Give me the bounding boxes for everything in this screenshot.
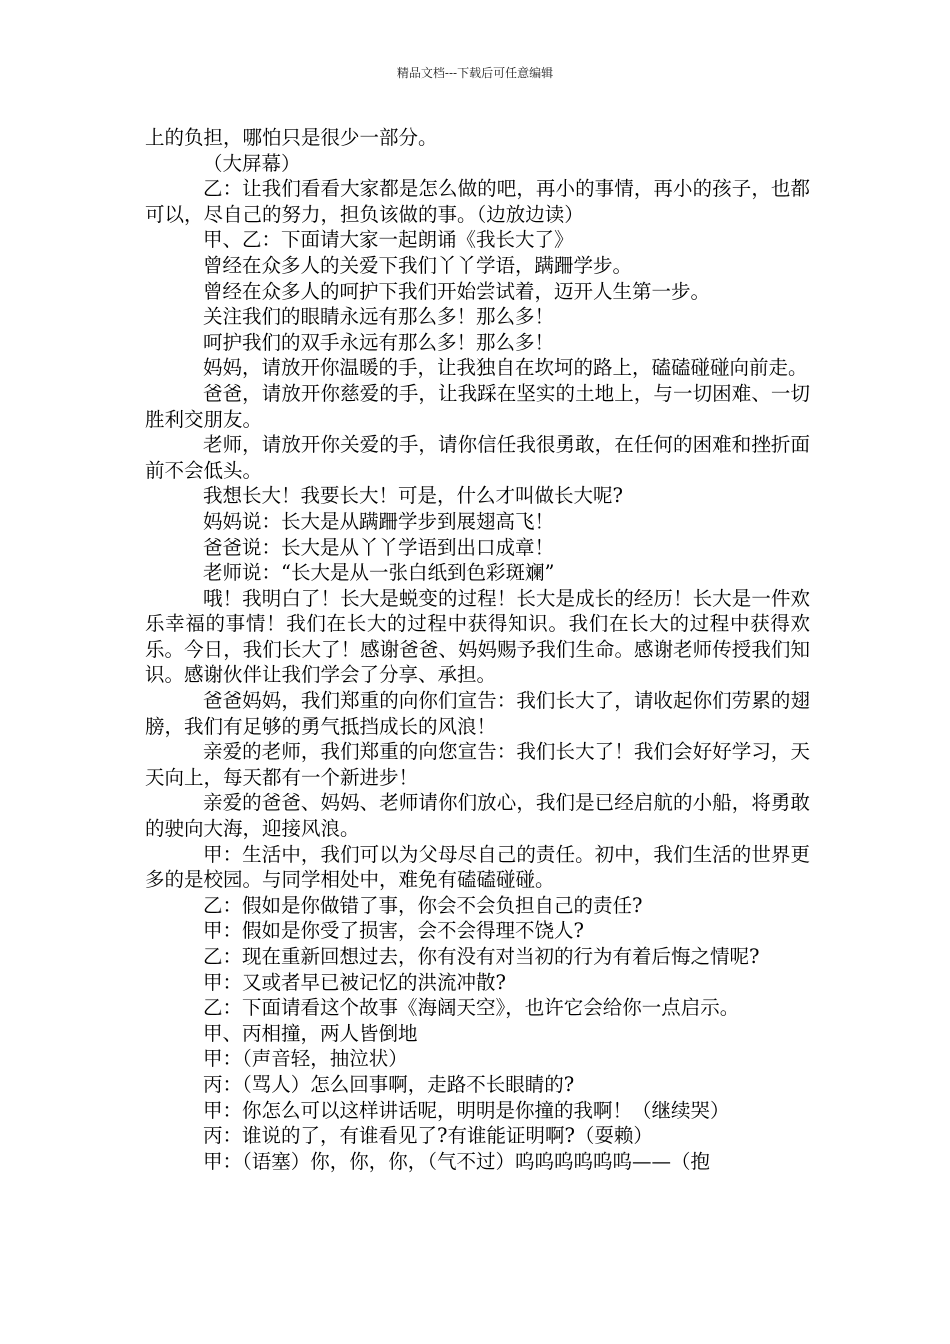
- paragraph: 甲：（声音轻，抽泣状）: [203, 1047, 408, 1071]
- paragraph: 甲：（语塞）你，你，你，（气不过）呜呜呜呜呜呜——（抱: [203, 1149, 711, 1173]
- paragraph: 甲：生活中，我们可以为父母尽自己的责任。初中，我们生活的世界更多的是校园。与同学相处中，难免有磕磕碰碰。: [145, 842, 810, 892]
- paragraph: 爸爸说：长大是从丫丫学语到出口成章！: [203, 535, 555, 559]
- paragraph: 哦！我明白了！长大是蜕变的过程！长大是成长的经历！长大是一件欢乐幸福的事情！我们在长大的过程中获得知识。我们在长大的过程中获得欢乐。今日，我们长大了！感谢爸爸、妈妈赐予我们生命。感谢老师传授我们知识。感谢伙伴让我们学会了分享、承担。: [145, 586, 810, 687]
- paragraph: 甲、乙：下面请大家一起朗诵《我长大了》: [203, 228, 574, 252]
- paragraph: 妈妈，请放开你温暖的手，让我独自在坎坷的路上，磕磕碰碰向前走。: [203, 356, 808, 380]
- paragraph: 老师，请放开你关爱的手，请你信任我很勇敢，在任何的困难和挫折面前不会低头。: [145, 433, 810, 482]
- paragraph: 曾经在众多人的呵护下我们开始尝试着，迈开人生第一步。: [203, 279, 711, 303]
- paragraph: 爸爸妈妈，我们郑重的向你们宣告：我们长大了，请收起你们劳累的翅膀，我们有足够的勇气抵挡成长的风浪！: [145, 689, 810, 738]
- paragraph: 乙：假如是你做错了事，你会不会负担自己的责任?: [203, 893, 643, 917]
- paragraph: 丙：谁说的了，有谁看见了?有谁能证明啊?（耍赖）: [203, 1124, 653, 1148]
- paragraph: 亲爱的爸爸、妈妈、老师请你们放心，我们是已经启航的小船，将勇敢的驶向大海，迎接风浪。: [145, 791, 810, 841]
- paragraph: 乙：下面请看这个故事《海阔天空》，也许它会给你一点启示。: [203, 996, 740, 1020]
- paragraph: 甲：又或者早已被记忆的洪流冲散?: [203, 970, 506, 994]
- paragraph: 甲、丙相撞，两人皆倒地: [203, 1021, 418, 1045]
- paragraph: 妈妈说：长大是从蹒跚学步到展翅高飞！: [203, 509, 555, 533]
- paragraph: 老师说：“长大是从一张白纸到色彩斑斓”: [203, 561, 555, 585]
- paragraph: （大屏幕）: [203, 151, 301, 175]
- paragraph: 呵护我们的双手永远有那么多！那么多！: [203, 330, 555, 354]
- document-body: [145, 125, 810, 1174]
- paragraph: 乙：让我们看看大家都是怎么做的吧，再小的事情，再小的孩子，也都可以，尽自己的努力，担负该做的事。（边放边读）: [145, 177, 810, 226]
- paragraph: 甲：你怎么可以这样讲话呢，明明是你撞的我啊！（继续哭）: [203, 1098, 730, 1122]
- paragraph: 爸爸，请放开你慈爱的手，让我踩在坚实的土地上，与一切困难、一切胜利交朋友。: [145, 381, 810, 431]
- paragraph: 丙：（骂人）怎么回事啊，走路不长眼睛的?: [203, 1072, 575, 1096]
- page-header: 精品文档---下载后可任意编辑: [396, 66, 554, 80]
- paragraph: 上的负担，哪怕只是很少一部分。: [145, 126, 438, 149]
- paragraph: 我想长大！我要长大！可是，什么才叫做长大呢?: [203, 484, 623, 508]
- paragraph: 关注我们的眼睛永远有那么多！那么多！: [203, 305, 555, 329]
- paragraph: 曾经在众多人的关爱下我们丫丫学语，蹒跚学步。: [203, 253, 633, 277]
- paragraph: 亲爱的老师，我们郑重的向您宣告：我们长大了！我们会好好学习，天天向上，每天都有一个新进步！: [145, 740, 810, 789]
- paragraph: 乙：现在重新回想过去，你有没有对当初的行为有着后悔之情呢?: [203, 945, 760, 968]
- paragraph: 甲：假如是你受了损害，会不会得理不饶人?: [203, 919, 584, 943]
